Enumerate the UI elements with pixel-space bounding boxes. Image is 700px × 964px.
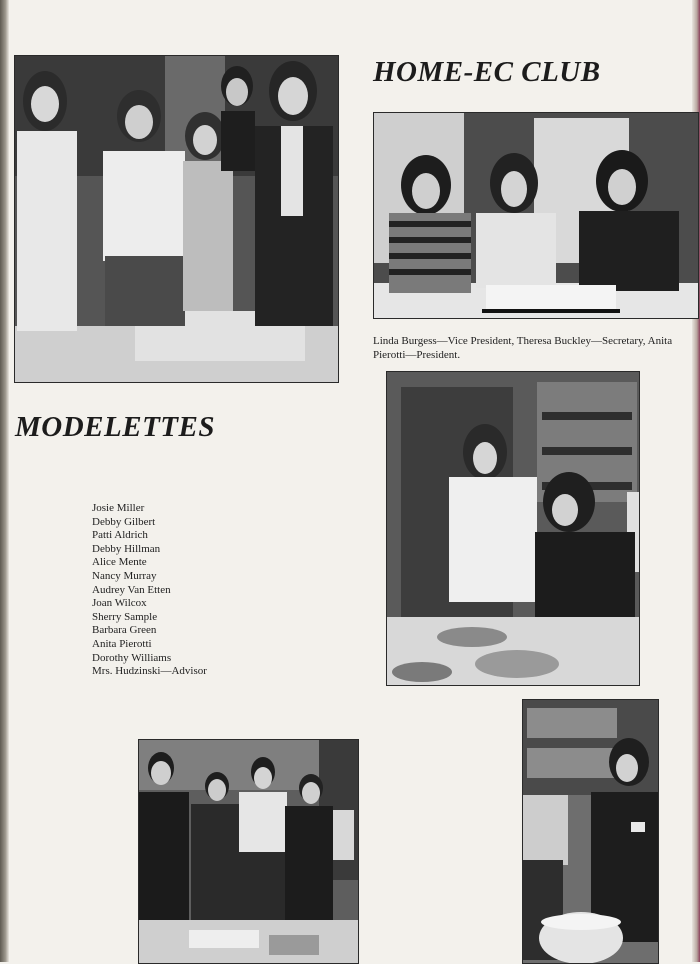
member-name: Debby Gilbert	[92, 515, 156, 528]
member-name: Audrey Van Etten	[92, 583, 171, 596]
member-name: Barbara Green	[92, 624, 157, 637]
photo-refreshment-table	[386, 371, 640, 686]
member-name: Debby Hillman	[92, 542, 161, 555]
member-name: Josie Miller	[92, 502, 145, 514]
photo-modelettes-group	[14, 55, 339, 383]
photo-home-ec-officers	[373, 112, 699, 319]
photo-punch-bowl	[522, 699, 659, 964]
officers-caption: Linda Burgess—Vice President, Theresa Buckley—Secretary, Anita Pierotti—President.	[373, 335, 673, 361]
member-name: Joan Wilcox	[92, 597, 147, 610]
photo-four-boys	[138, 739, 359, 964]
member-name: Alice Mente	[92, 556, 147, 569]
member-name: Dorothy Williams	[92, 651, 172, 664]
advisor-name: Mrs. Hudzinski—Advisor	[92, 665, 207, 678]
modelettes-heading: MODELETTES	[15, 411, 215, 443]
modelettes-member-list	[92, 502, 207, 679]
member-name: Patti Aldrich	[92, 529, 148, 542]
page-binding-edge	[0, 0, 9, 962]
member-name: Sherry Sample	[92, 610, 158, 623]
home-ec-club-heading: HOME-EC CLUB	[373, 56, 601, 88]
member-name: Anita Pierotti	[92, 637, 152, 650]
member-name: Nancy Murray	[92, 569, 157, 582]
